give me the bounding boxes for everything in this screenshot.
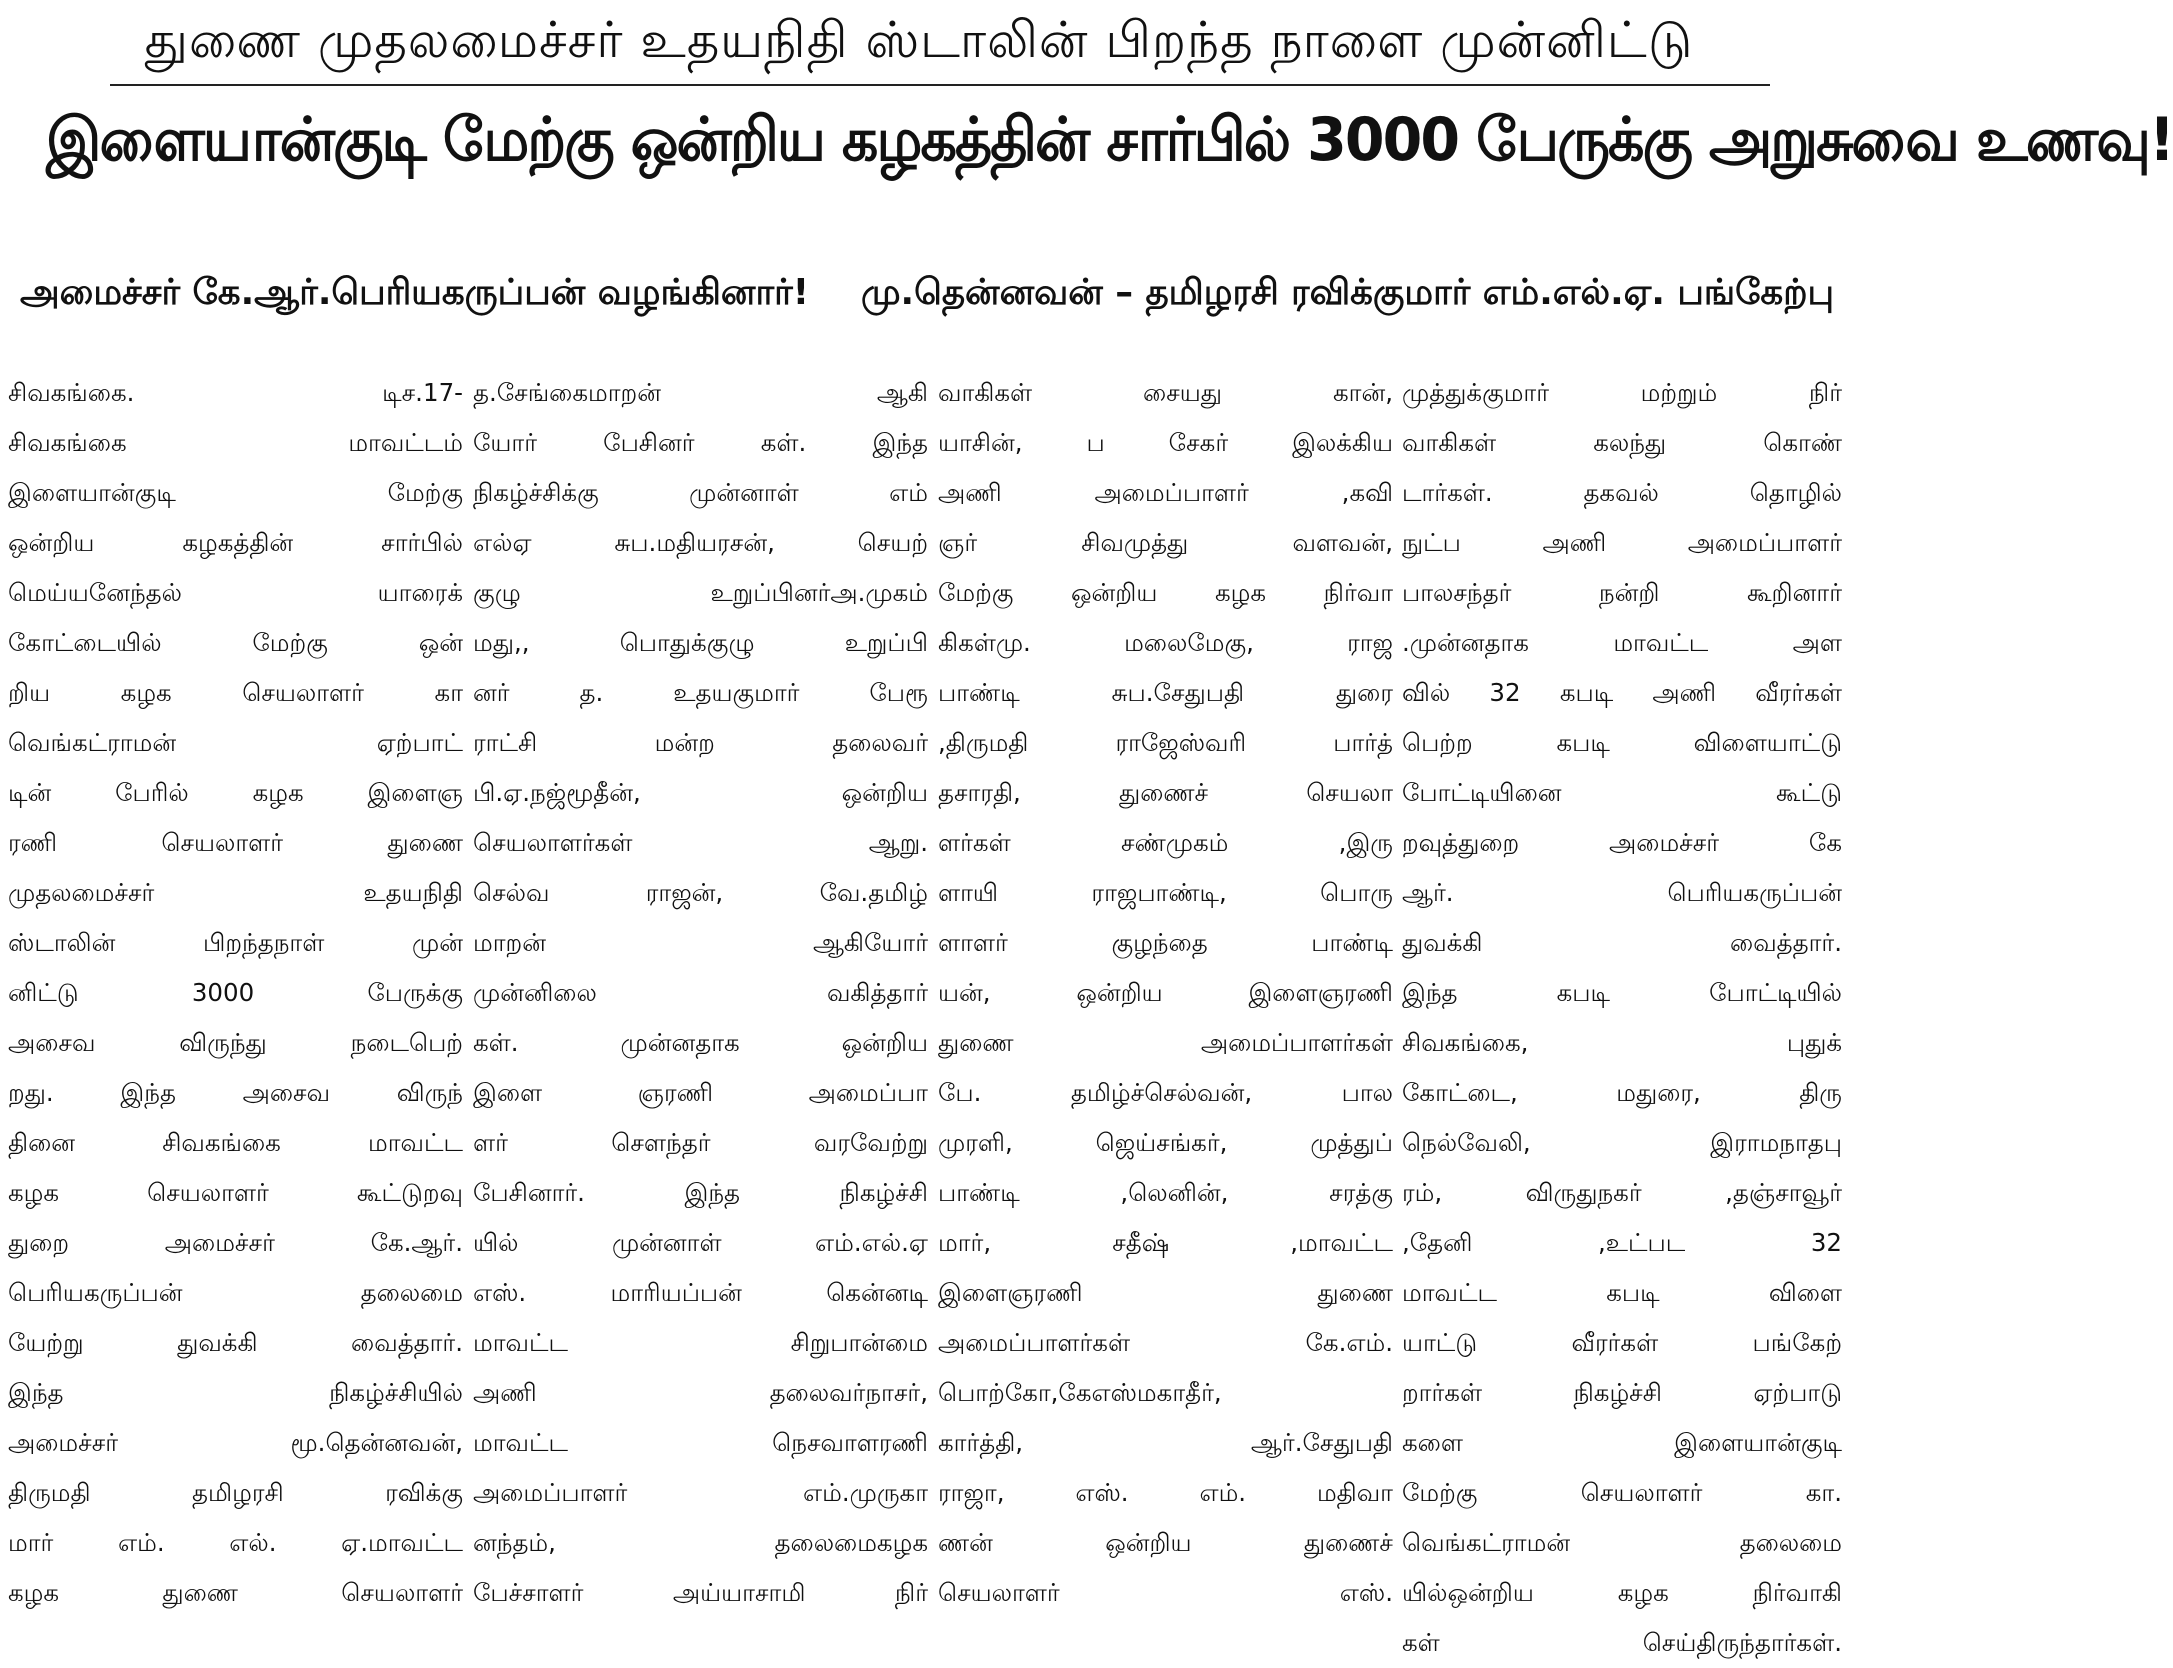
- article-line: எல்ஏ சுப.மதியரசன், செயற்: [473, 528, 928, 557]
- article-line: நெல்வேலி, இராமநாதபு: [1402, 1128, 1842, 1157]
- article-line: திருமதி தமிழரசி ரவிக்கு: [8, 1478, 463, 1507]
- article-line: வில் 32 கபடி அணி வீரர்கள்: [1402, 678, 1842, 707]
- article-line: கோட்டையில் மேற்கு ஒன்: [8, 628, 463, 657]
- article-line: த.சேங்கைமாறன் ஆகி: [473, 378, 928, 407]
- article-line: துறை அமைச்சர் கே.ஆர்.: [8, 1228, 463, 1257]
- article-line: எஸ். மாரியப்பன் கென்னடி: [473, 1278, 928, 1307]
- article-line: ராட்சி மன்ற தலைவர்: [473, 728, 928, 757]
- article-line: பாலசந்தர் நன்றி கூறினார்: [1402, 578, 1842, 607]
- article-line: ,தேனி ,உட்பட 32: [1402, 1228, 1842, 1257]
- article-line: றிய கழக செயலாளர் கா: [8, 678, 463, 707]
- article-line: யில் முன்னாள் எம்.எல்.ஏ: [473, 1228, 928, 1257]
- article-line: ரணி செயலாளர் துணை: [8, 828, 463, 857]
- article-line: மார், சதீஷ் ,மாவட்ட: [938, 1228, 1393, 1257]
- article-line: பேச்சாளர் அய்யாசாமி நிர்: [473, 1578, 928, 1607]
- article-line: கிகள்மு. மலைமேகு, ராஜ: [938, 628, 1393, 657]
- article-column-1: [8, 368, 463, 1607]
- article-line: யன், ஒன்றிய இளைஞரணி: [938, 978, 1393, 1007]
- article-line: ளாளர் குழந்தை பாண்டி: [938, 928, 1393, 957]
- article-line: ரம், விருதுநகர் ,தஞ்சாவூர்: [1402, 1178, 1842, 1207]
- article-line: யாசின், ப சேகர் இலக்கிய: [938, 428, 1393, 457]
- kicker-line: துணை முதலமைச்சர் உதயநிதி ஸ்டாலின் பிறந்த நாளை முன்னிட்டு: [144, 11, 1694, 69]
- article-line: ஒன்றிய கழகத்தின் சார்பில்: [8, 528, 463, 557]
- article-line: கழக செயலாளர் கூட்டுறவு: [8, 1178, 463, 1207]
- article-line: நுட்ப அணி அமைப்பாளர்: [1402, 528, 1842, 557]
- article-line: னர் த. உதயகுமார் பேரூ: [473, 678, 928, 707]
- article-line: ஸ்டாலின் பிறந்தநாள் முன்: [8, 928, 463, 957]
- article-line: அமைப்பாளர் எம்.முருகா: [473, 1478, 928, 1507]
- article-line: யில்ஒன்றிய கழக நிர்வாகி: [1402, 1578, 1842, 1607]
- article-line: அமைச்சர் மூ.தென்னவன்,: [8, 1428, 463, 1457]
- article-line: மாவட்ட சிறுபான்மை: [473, 1328, 928, 1357]
- article-line: முரளி, ஜெய்சங்கர், முத்துப்: [938, 1128, 1393, 1157]
- article-line: இளையான்குடி மேற்கு: [8, 478, 463, 507]
- article-line: ணன் ஒன்றிய துணைச்: [938, 1528, 1393, 1557]
- article-line: கழக துணை செயலாளர்: [8, 1578, 463, 1607]
- article-line: அணி அமைப்பாளர் ,கவி: [938, 478, 1393, 507]
- article-column-3: [938, 368, 1393, 1607]
- article-line: தசாரதி, துணைச் செயலா: [938, 778, 1393, 807]
- article-line: களை இளையான்குடி: [1402, 1428, 1842, 1457]
- article-line: ளர் சௌந்தர் வரவேற்று: [473, 1128, 928, 1157]
- article-line: ,திருமதி ராஜேஸ்வரி பார்த்: [938, 728, 1393, 757]
- article-line: இந்த நிகழ்ச்சியில்: [8, 1378, 463, 1407]
- article-line: ராஜா, எஸ். எம். மதிவா: [938, 1478, 1393, 1507]
- article-line: பெற்ற கபடி விளையாட்டு: [1402, 728, 1842, 757]
- article-line: .முன்னதாக மாவட்ட அள: [1402, 628, 1842, 657]
- article-line: ளாயி ராஜபாண்டி, பொரு: [938, 878, 1393, 907]
- article-line: மேற்கு செயலாளர் கா.: [1402, 1478, 1842, 1507]
- article-line: பாண்டி சுப.சேதுபதி துரை: [938, 678, 1393, 707]
- article-line: கள். முன்னதாக ஒன்றிய: [473, 1028, 928, 1057]
- article-line: றவுத்துறை அமைச்சர் கே: [1402, 828, 1842, 857]
- article-line: மாறன் ஆகியோர்: [473, 928, 928, 957]
- article-line: சிவகங்கை. டிச.17-: [8, 378, 463, 407]
- article-line: அமைப்பாளர்கள் கே.எம்.: [938, 1328, 1393, 1357]
- article-line: வெங்கட்ராமன் ஏற்பாட்: [8, 728, 463, 757]
- article-line: மாவட்ட கபடி விளை: [1402, 1278, 1842, 1307]
- article-line: அணி தலைவர்நாசர்,: [473, 1378, 928, 1407]
- article-line: துவக்கி வைத்தார்.: [1402, 928, 1842, 957]
- article-line: அசைவ விருந்து நடைபெற்: [8, 1028, 463, 1057]
- article-line: முதலமைச்சர் உதயநிதி: [8, 878, 463, 907]
- article-line: ளர்கள் சண்முகம் ,இரு: [938, 828, 1393, 857]
- article-line: இந்த கபடி போட்டியில்: [1402, 978, 1842, 1007]
- article-line: போட்டியினை கூட்டு: [1402, 778, 1842, 807]
- article-line: மேற்கு ஒன்றிய கழக நிர்வா: [938, 578, 1393, 607]
- subhead-part-2: மு.தென்னவன் – தமிழரசி ரவிக்குமார் எம்.எல்.ஏ. பங்கேற்பு: [860, 272, 1835, 313]
- article-line: யோர் பேசினர் கள். இந்த: [473, 428, 928, 457]
- subhead-part-1: அமைச்சர் கே.ஆர்.பெரியகருப்பன் வழங்கினார்!: [20, 272, 809, 313]
- article-line: ஞர் சிவமுத்து வளவன்,: [938, 528, 1393, 557]
- article-line: தினை சிவகங்கை மாவட்ட: [8, 1128, 463, 1157]
- article-line: முத்துக்குமார் மற்றும் நிர்: [1402, 378, 1842, 407]
- article-line: செயலாளர் எஸ்.: [938, 1578, 1393, 1607]
- article-line: முன்னிலை வகித்தார்: [473, 978, 928, 1007]
- article-line: பெரியகருப்பன் தலைமை: [8, 1278, 463, 1307]
- article-line: பி.ஏ.நஜ்மூதீன், ஒன்றிய: [473, 778, 928, 807]
- article-line: இளைஞரணி துணை: [938, 1278, 1393, 1307]
- article-line: மார் எம். எல். ஏ.மாவட்ட: [8, 1528, 463, 1557]
- article-line: வாகிகள் கலந்து கொண்: [1402, 428, 1842, 457]
- article-line: பேசினார். இந்த நிகழ்ச்சி: [473, 1178, 928, 1207]
- article-line: னந்தம், தலைமைகழக: [473, 1528, 928, 1557]
- article-line: பொற்கோ,கேஎஸ்மகாதீர்,: [938, 1378, 1222, 1407]
- article-line: கார்த்தி, ஆர்.சேதுபதி: [938, 1428, 1393, 1457]
- article-line: சிவகங்கை, புதுக்: [1402, 1028, 1842, 1057]
- headline: இளையான்குடி மேற்கு ஒன்றிய கழகத்தின் சார்பில் 3000 பேருக்கு அறுசுவை உணவு!: [45, 105, 2173, 175]
- article-line: றது. இந்த அசைவ விருந்: [8, 1078, 463, 1107]
- article-line: யாட்டு வீரர்கள் பங்கேற்: [1402, 1328, 1842, 1357]
- article-line: ஆர். பெரியகருப்பன்: [1402, 878, 1842, 907]
- article-line: யேற்று துவக்கி வைத்தார்.: [8, 1328, 463, 1357]
- article-line: டின் பேரில் கழக இளைஞ: [8, 778, 463, 807]
- article-line: மது,, பொதுக்குழு உறுப்பி: [473, 628, 928, 657]
- article-line: பாண்டி ,லெனின், சரத்கு: [938, 1178, 1393, 1207]
- article-line: வெங்கட்ராமன் தலைமை: [1402, 1528, 1842, 1557]
- article-line: டார்கள். தகவல் தொழில்: [1402, 478, 1842, 507]
- article-line: மெய்யனேந்தல் யாரைக்: [8, 578, 463, 607]
- article-line: றார்கள் நிகழ்ச்சி ஏற்பாடு: [1402, 1378, 1842, 1407]
- article-line: இளை ஞரணி அமைப்பா: [473, 1078, 928, 1107]
- article-column-2: [473, 368, 928, 1607]
- article-line: துணை அமைப்பாளர்கள்: [938, 1028, 1393, 1057]
- subheadline: [20, 258, 1835, 328]
- article-line: செயலாளர்கள் ஆறு.: [473, 828, 928, 857]
- article-line: பே. தமிழ்ச்செல்வன், பால: [938, 1078, 1393, 1107]
- article-line: நிகழ்ச்சிக்கு முன்னாள் எம்: [473, 478, 928, 507]
- article-line: செல்வ ராஜன், வே.தமிழ்: [473, 878, 928, 907]
- article-line: குழு உறுப்பினர்அ.முகம்: [473, 578, 928, 607]
- article-line: கோட்டை, மதுரை, திரு: [1402, 1078, 1842, 1107]
- divider-rule: [110, 84, 1770, 86]
- article-line: கள் செய்திருந்தார்கள்.: [1402, 1628, 1842, 1657]
- article-line: மாவட்ட நெசவாளரணி: [473, 1428, 928, 1457]
- article-column-4: [1402, 368, 1842, 1657]
- article-line: வாகிகள் சையது கான்,: [938, 378, 1393, 407]
- article-line: னிட்டு 3000 பேருக்கு: [8, 978, 463, 1007]
- article-line: சிவகங்கை மாவட்டம்: [8, 428, 463, 457]
